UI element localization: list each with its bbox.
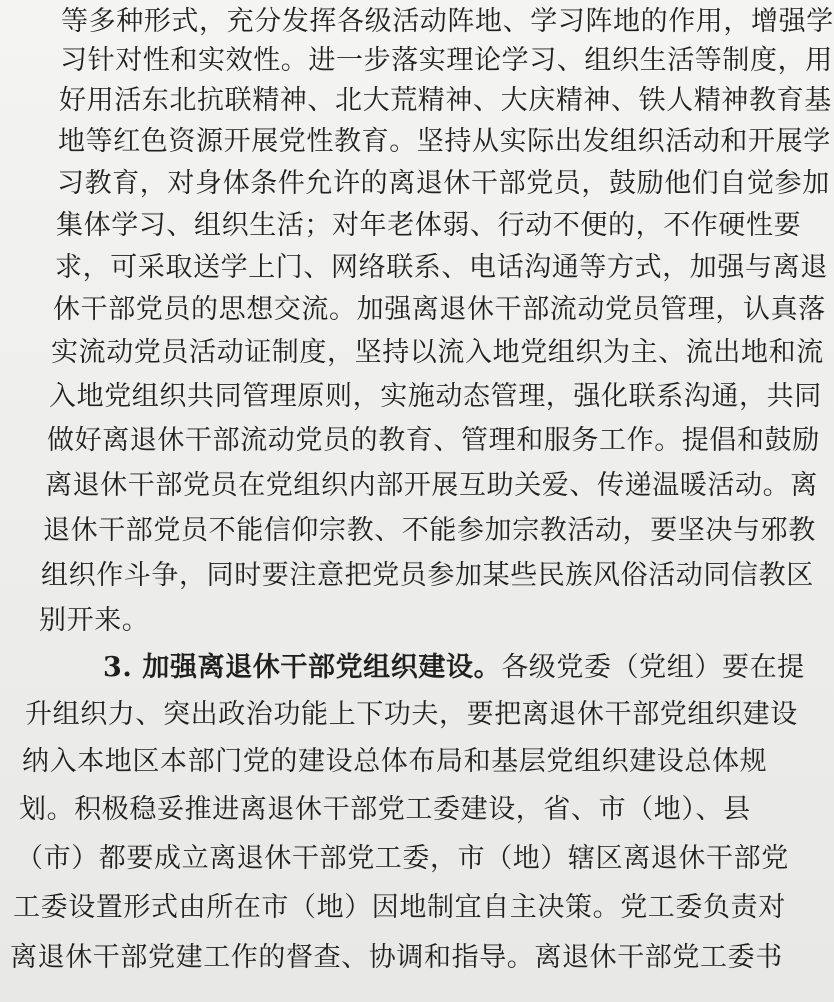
paragraph-line: 做好离退休干部流动党员的教育、管理和服务工作。提倡和鼓励 xyxy=(47,425,820,456)
paragraph-line: 等多种形式，充分发挥各级活动阵地、学习阵地的作用，增强学 xyxy=(61,6,834,37)
paragraph-line: 实流动党员活动证制度，坚持以流入地党组织为主、流出地和流 xyxy=(51,337,824,368)
paragraph-line: 集体学习、组织生活；对年老体弱、行动不便的，不作硬性要 xyxy=(56,210,802,241)
paragraph-line: 入地党组织共同管理原则，实施动态管理，强化联系沟通，共同 xyxy=(49,381,822,412)
paragraph-line: 纳入本地区本部门党的建设总体布局和基层党组织建设总体规 xyxy=(22,746,768,777)
paragraph-line: 离退休干部党建工作的督查、协调和指导。离退休干部党工委书 xyxy=(10,942,783,973)
paragraph-line: 离退休干部党员在党组织内部开展互助关爱、传递温暖活动。离 xyxy=(45,470,818,501)
section-3-heading-continuation: 各级党委（党组）要在提 xyxy=(501,652,805,683)
paragraph-line: 划。积极稳妥推进离退休干部党工委建设，省、市（地）、县 xyxy=(19,794,751,825)
paragraph-line: 休干部党员的思想交流。加强离退休干部流动党员管理，认真落 xyxy=(53,294,826,325)
paragraph-line: 地等红色资源开展党性教育。坚持从实际出发组织活动和开展学 xyxy=(58,126,831,157)
paragraph-line: 组织作斗争，同时要注意把党员参加某些民族风俗活动同信教区 xyxy=(41,560,814,591)
paragraph-line: 求，可采取送学上门、网络联系、电话沟通等方式，加强与离退 xyxy=(55,252,828,283)
section-3-first-line xyxy=(103,650,805,686)
paragraph-line: 退休干部党员不能信仰宗教、不能参加宗教活动，要坚决与邪教 xyxy=(43,515,816,546)
paragraph-line: 工委设置形式由所在市（地）因地制宜自主决策。党工委负责对 xyxy=(13,892,786,923)
paragraph-line: 习教育，对身体条件允许的离退休干部党员，鼓励他们自觉参加 xyxy=(57,168,830,199)
paragraph-line: 习针对性和实效性。进一步落实理论学习、组织生活等制度，用 xyxy=(60,45,833,76)
paragraph-line: 升组织力、突出政治功能上下功夫，要把离退休干部党组织建设 xyxy=(25,699,798,730)
paragraph-line: 别开来。 xyxy=(39,605,150,636)
paragraph-line: （市）都要成立离退休干部党工委，市（地）辖区离退休干部党 xyxy=(16,843,789,874)
section-3-heading: 3. 加强离退休干部党组织建设。 xyxy=(103,652,502,683)
paragraph-line: 好用活东北抗联精神、北大荒精神、大庆精神、铁人精神教育基 xyxy=(59,85,832,116)
